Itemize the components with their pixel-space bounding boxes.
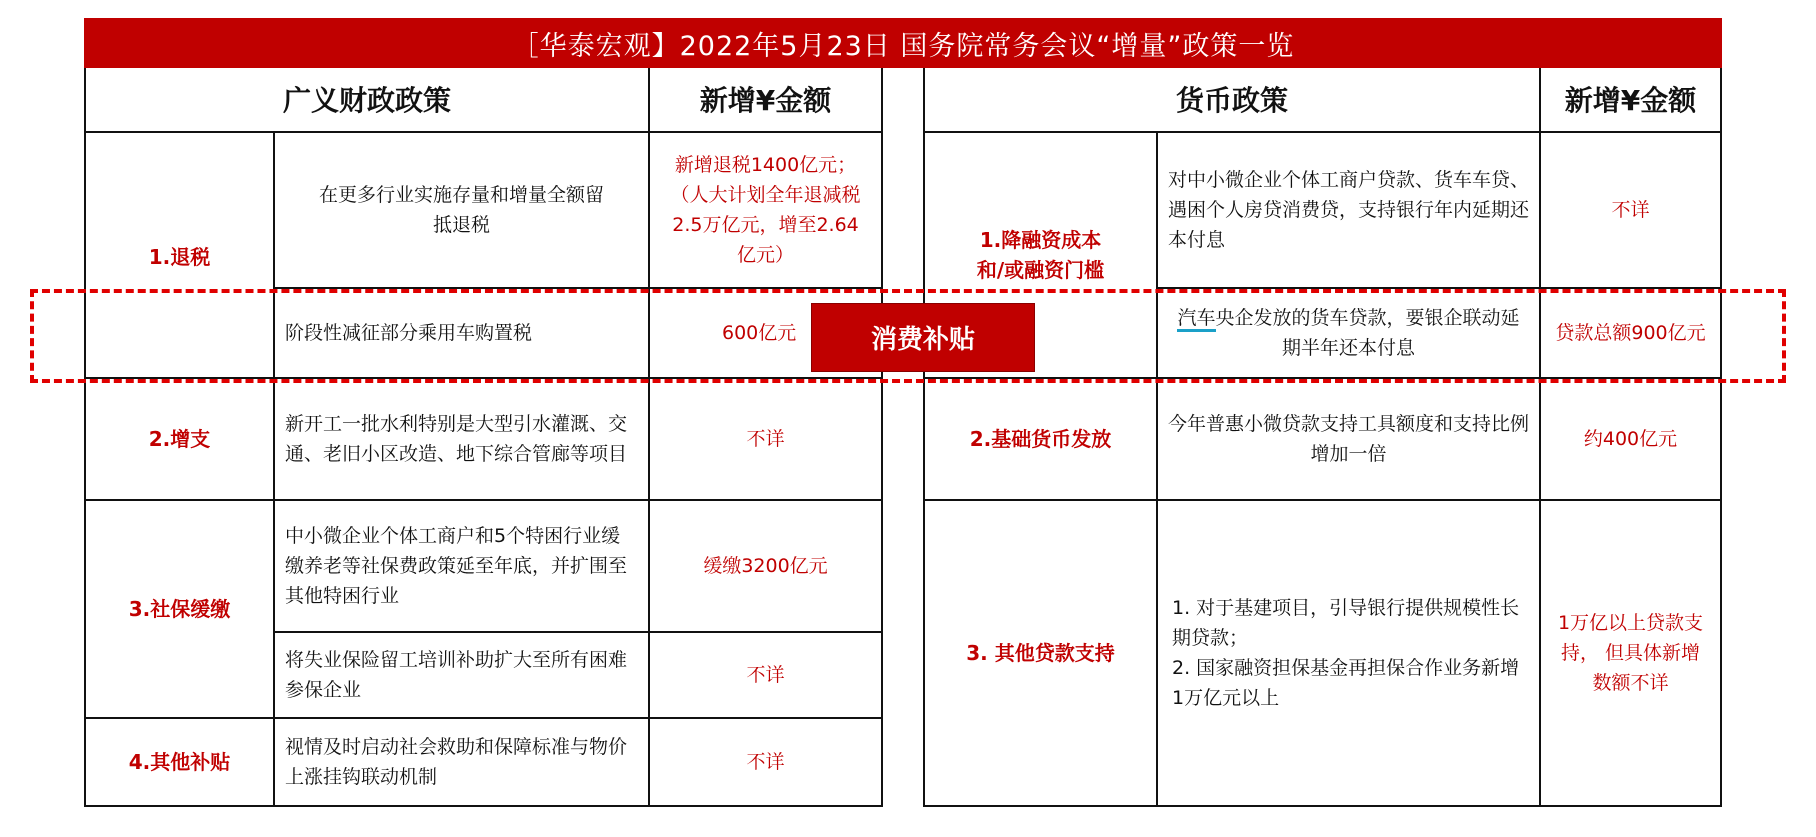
fiscal-category-tax-refund: 1.退税 (148, 245, 211, 269)
fiscal-category-spending: 2.增支 (148, 427, 211, 451)
fiscal-amount-header: 新增¥金额 (699, 83, 832, 117)
monetary-row-amount: 不详 (1611, 199, 1650, 221)
table-border (84, 805, 883, 807)
page-title: ［华泰宏观】2022年5月23日 国务院常务会议“增量”政策一览 (84, 18, 1722, 68)
fiscal-row-text: 将失业保险留工培训补助扩大至所有困难参保企业 (285, 649, 628, 701)
monetary-category-base-money: 2.基础货币发放 (969, 427, 1112, 451)
highlighted-word: 汽车 (1177, 307, 1215, 332)
table-border (881, 68, 883, 807)
monetary-row-amount: 贷款总额900亿元 (1555, 322, 1706, 344)
fiscal-row-amount: 缓缴3200亿元 (703, 555, 828, 577)
fiscal-category-other-subsidy: 4.其他补贴 (128, 750, 231, 774)
consumption-subsidy-tag: 消费补贴 (811, 303, 1035, 372)
monetary-row-text: 今年普惠小微贷款支持工具额度和支持比例增加一倍 (1168, 413, 1530, 465)
fiscal-row-amount: 不详 (746, 428, 785, 450)
monetary-category-other-loans: 3. 其他贷款支持 (966, 641, 1115, 665)
fiscal-header: 广义财政政策 (282, 83, 451, 117)
fiscal-row-text: 阶段性减征部分乘用车购置税 (285, 322, 533, 344)
fiscal-row-amount: 不详 (746, 664, 785, 686)
table-border (923, 805, 1722, 807)
fiscal-row-text: 中小微企业个体工商户和5个特困行业缓缴养老等社保费政策延至年底，并扩围至其他特困行业 (285, 525, 628, 607)
list-item: 2. 国家融资担保基金再担保合作业务新增1万亿元以上 (1172, 657, 1520, 709)
fiscal-row-text: 在更多行业实施存量和增量全额留抵退税 (318, 184, 604, 236)
table-border (1720, 68, 1722, 807)
monetary-row-text (1158, 501, 1539, 805)
fiscal-row-amount: 600亿元 (722, 322, 797, 344)
fiscal-row-text: 视情及时启动社会救助和保障标准与物价上涨挂钩联动机制 (285, 736, 628, 788)
fiscal-category-social-security: 3.社保缓缴 (128, 597, 231, 621)
fiscal-row-amount: 不详 (746, 751, 785, 773)
monetary-amount-header: 新增¥金额 (1564, 83, 1697, 117)
list-item: 1. 对于基建项目，引导银行提供规模性长期贷款； (1172, 597, 1520, 649)
monetary-row-amount: 约400亿元 (1583, 428, 1678, 450)
monetary-header: 货币政策 (1175, 83, 1288, 117)
monetary-category-financing-cost: 1.降融资成本和/或融资门槛 (976, 228, 1105, 282)
monetary-row-text: 对中小微企业个体工商户贷款、货车车贷、遇困个人房贷消费贷，支持银行年内延期还本付息 (1168, 169, 1530, 251)
monetary-row-amount: 1万亿以上贷款支持， 但具体新增数额不详 (1557, 612, 1704, 694)
fiscal-row-amount: 新增退税1400亿元；（人大计划全年退减税2.5万亿元，增至2.64亿元） (670, 154, 861, 266)
fiscal-row-text: 新开工一批水利特别是大型引水灌溉、交通、老旧小区改造、地下综合管廊等项目 (285, 413, 628, 465)
monetary-row-text-rest: 央企发放的货车贷款，要银企联动延期半年还本付息 (1215, 307, 1520, 359)
